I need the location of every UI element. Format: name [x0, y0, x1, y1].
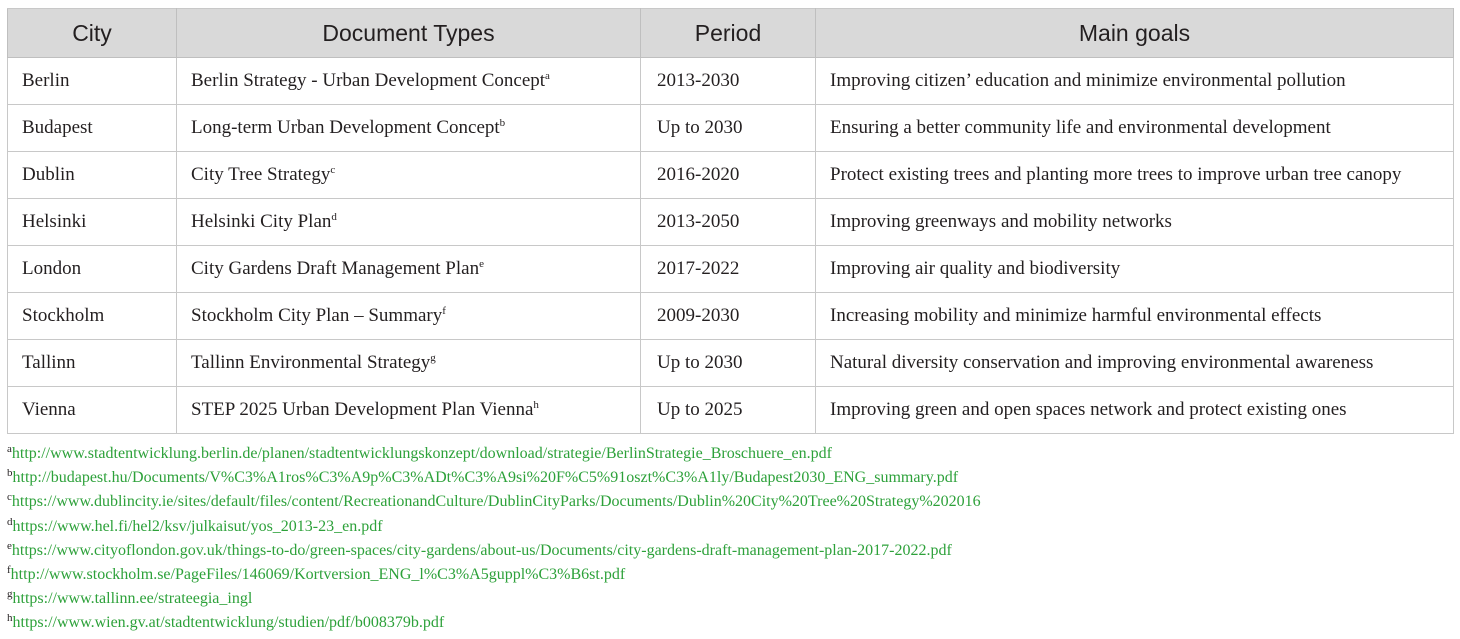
goals-cell: Improving citizen’ education and minimize environmental pollution	[816, 58, 1454, 105]
period-cell: 2016-2020	[641, 152, 816, 199]
table-row	[8, 340, 1454, 387]
footnote-link[interactable]: http://www.stadtentwicklung.berlin.de/planen/stadtentwicklungskonzept/download/strategie/BerlinStrategie_Broschuere_en.pdf	[11, 445, 832, 462]
footnote-mark: d	[7, 515, 13, 528]
document-name: Stockholm City Plan – Summary	[191, 305, 443, 326]
period-cell: 2009-2030	[641, 293, 816, 340]
footnote-a	[7, 442, 981, 466]
footnote-mark: h	[7, 612, 13, 625]
footnote-link[interactable]: http://www.stockholm.se/PageFiles/146069/Kortversion_ENG_l%C3%A5guppl%C3%B6st.pdf	[10, 566, 626, 584]
footnote-g	[7, 587, 981, 611]
footnote-f	[7, 563, 981, 587]
document-name: STEP 2025 Urban Development Plan Vienna	[191, 399, 534, 420]
document-cell	[177, 387, 641, 434]
city-cell: Dublin	[8, 152, 177, 199]
footnote-mark: b	[499, 117, 506, 129]
footnote-mark: a	[545, 70, 550, 82]
goals-cell: Improving greenways and mobility networks	[816, 199, 1454, 246]
footnote-link[interactable]: https://www.tallinn.ee/strateegia_ingl	[12, 590, 253, 608]
footnote-mark: f	[442, 305, 446, 317]
footnote-mark: a	[7, 443, 12, 455]
table-row	[8, 152, 1454, 199]
footnote-link[interactable]: https://www.dublincity.ie/sites/default/files/content/RecreationandCulture/DublinCityParks/Documents/Dublin%20City%20Tree%20Strategy%202016	[11, 493, 981, 511]
document-cell	[177, 246, 641, 293]
city-cell: London	[8, 246, 177, 293]
table-row	[8, 58, 1454, 105]
footnote-mark: c	[7, 491, 12, 504]
footnote-link[interactable]: https://www.hel.fi/hel2/ksv/julkaisut/yos_2013-23_en.pdf	[12, 517, 383, 535]
header-document-types: Document Types	[177, 9, 641, 58]
table-row	[8, 246, 1454, 293]
goals-cell: Ensuring a better community life and environmental development	[816, 105, 1454, 152]
footnote-mark: g	[430, 352, 436, 364]
city-cell: Tallinn	[8, 340, 177, 387]
table-row	[8, 105, 1454, 152]
document-name: Berlin Strategy - Urban Development Concept	[191, 70, 546, 91]
footnote-mark: e	[7, 539, 12, 552]
footnote-mark: g	[7, 588, 13, 601]
period-cell: Up to 2030	[641, 340, 816, 387]
goals-cell: Improving green and open spaces network and protect existing ones	[816, 387, 1454, 434]
footnote-b	[7, 466, 981, 490]
document-cell	[177, 58, 641, 105]
period-cell: 2013-2050	[641, 199, 816, 246]
footnote-link[interactable]: https://www.cityoflondon.gov.uk/things-to-do/green-spaces/city-gardens/about-us/Documents/city-gardens-draft-management-plan-2017-2022.pdf	[11, 541, 952, 559]
document-cell	[177, 199, 641, 246]
footnote-link[interactable]: http://budapest.hu/Documents/V%C3%A1ros%C3%A9p%C3%ADt%C3%A9si%20F%C5%91oszt%C3%A1ly/Budapest2030_ENG_summary.pdf	[12, 469, 959, 487]
table-header-row	[8, 9, 1454, 58]
footnote-mark: h	[533, 399, 539, 411]
footnote-mark: b	[7, 467, 13, 480]
footnote-mark: d	[331, 211, 337, 223]
city-cell: Vienna	[8, 387, 177, 434]
table-row	[8, 199, 1454, 246]
document-name: City Gardens Draft Management Plan	[191, 258, 480, 279]
footnote-mark: e	[479, 258, 484, 270]
footnotes	[7, 442, 981, 636]
goals-cell: Increasing mobility and minimize harmful environmental effects	[816, 293, 1454, 340]
period-cell: 2017-2022	[641, 246, 816, 293]
document-cell	[177, 293, 641, 340]
goals-cell: Protect existing trees and planting more trees to improve urban tree canopy	[816, 152, 1454, 199]
period-cell: 2013-2030	[641, 58, 816, 105]
document-cell	[177, 152, 641, 199]
period-cell: Up to 2030	[641, 105, 816, 152]
document-name: Helsinki City Plan	[191, 211, 332, 232]
footnote-mark: c	[330, 164, 336, 176]
document-name: City Tree Strategy	[191, 164, 331, 185]
cities-documents-table	[7, 8, 1454, 434]
footnote-mark: f	[7, 564, 11, 577]
footnote-c	[7, 490, 981, 514]
document-cell	[177, 105, 641, 152]
footnote-h	[7, 611, 981, 635]
period-cell: Up to 2025	[641, 387, 816, 434]
document-name: Tallinn Environmental Strategy	[191, 352, 431, 373]
city-cell: Stockholm	[8, 293, 177, 340]
footnote-e	[7, 539, 981, 563]
footnote-d	[7, 515, 981, 539]
document-name: Long-term Urban Development Concept	[191, 117, 500, 138]
table-row	[8, 293, 1454, 340]
city-cell: Helsinki	[8, 199, 177, 246]
document-cell	[177, 340, 641, 387]
header-city: City	[8, 9, 177, 58]
goals-cell: Improving air quality and biodiversity	[816, 246, 1454, 293]
city-cell: Budapest	[8, 105, 177, 152]
header-main-goals: Main goals	[816, 9, 1454, 58]
footnote-link[interactable]: https://www.wien.gv.at/stadtentwicklung/studien/pdf/b008379b.pdf	[12, 614, 445, 632]
table-row	[8, 387, 1454, 434]
header-period: Period	[641, 9, 816, 58]
goals-cell: Natural diversity conservation and improving environmental awareness	[816, 340, 1454, 387]
city-cell: Berlin	[8, 58, 177, 105]
